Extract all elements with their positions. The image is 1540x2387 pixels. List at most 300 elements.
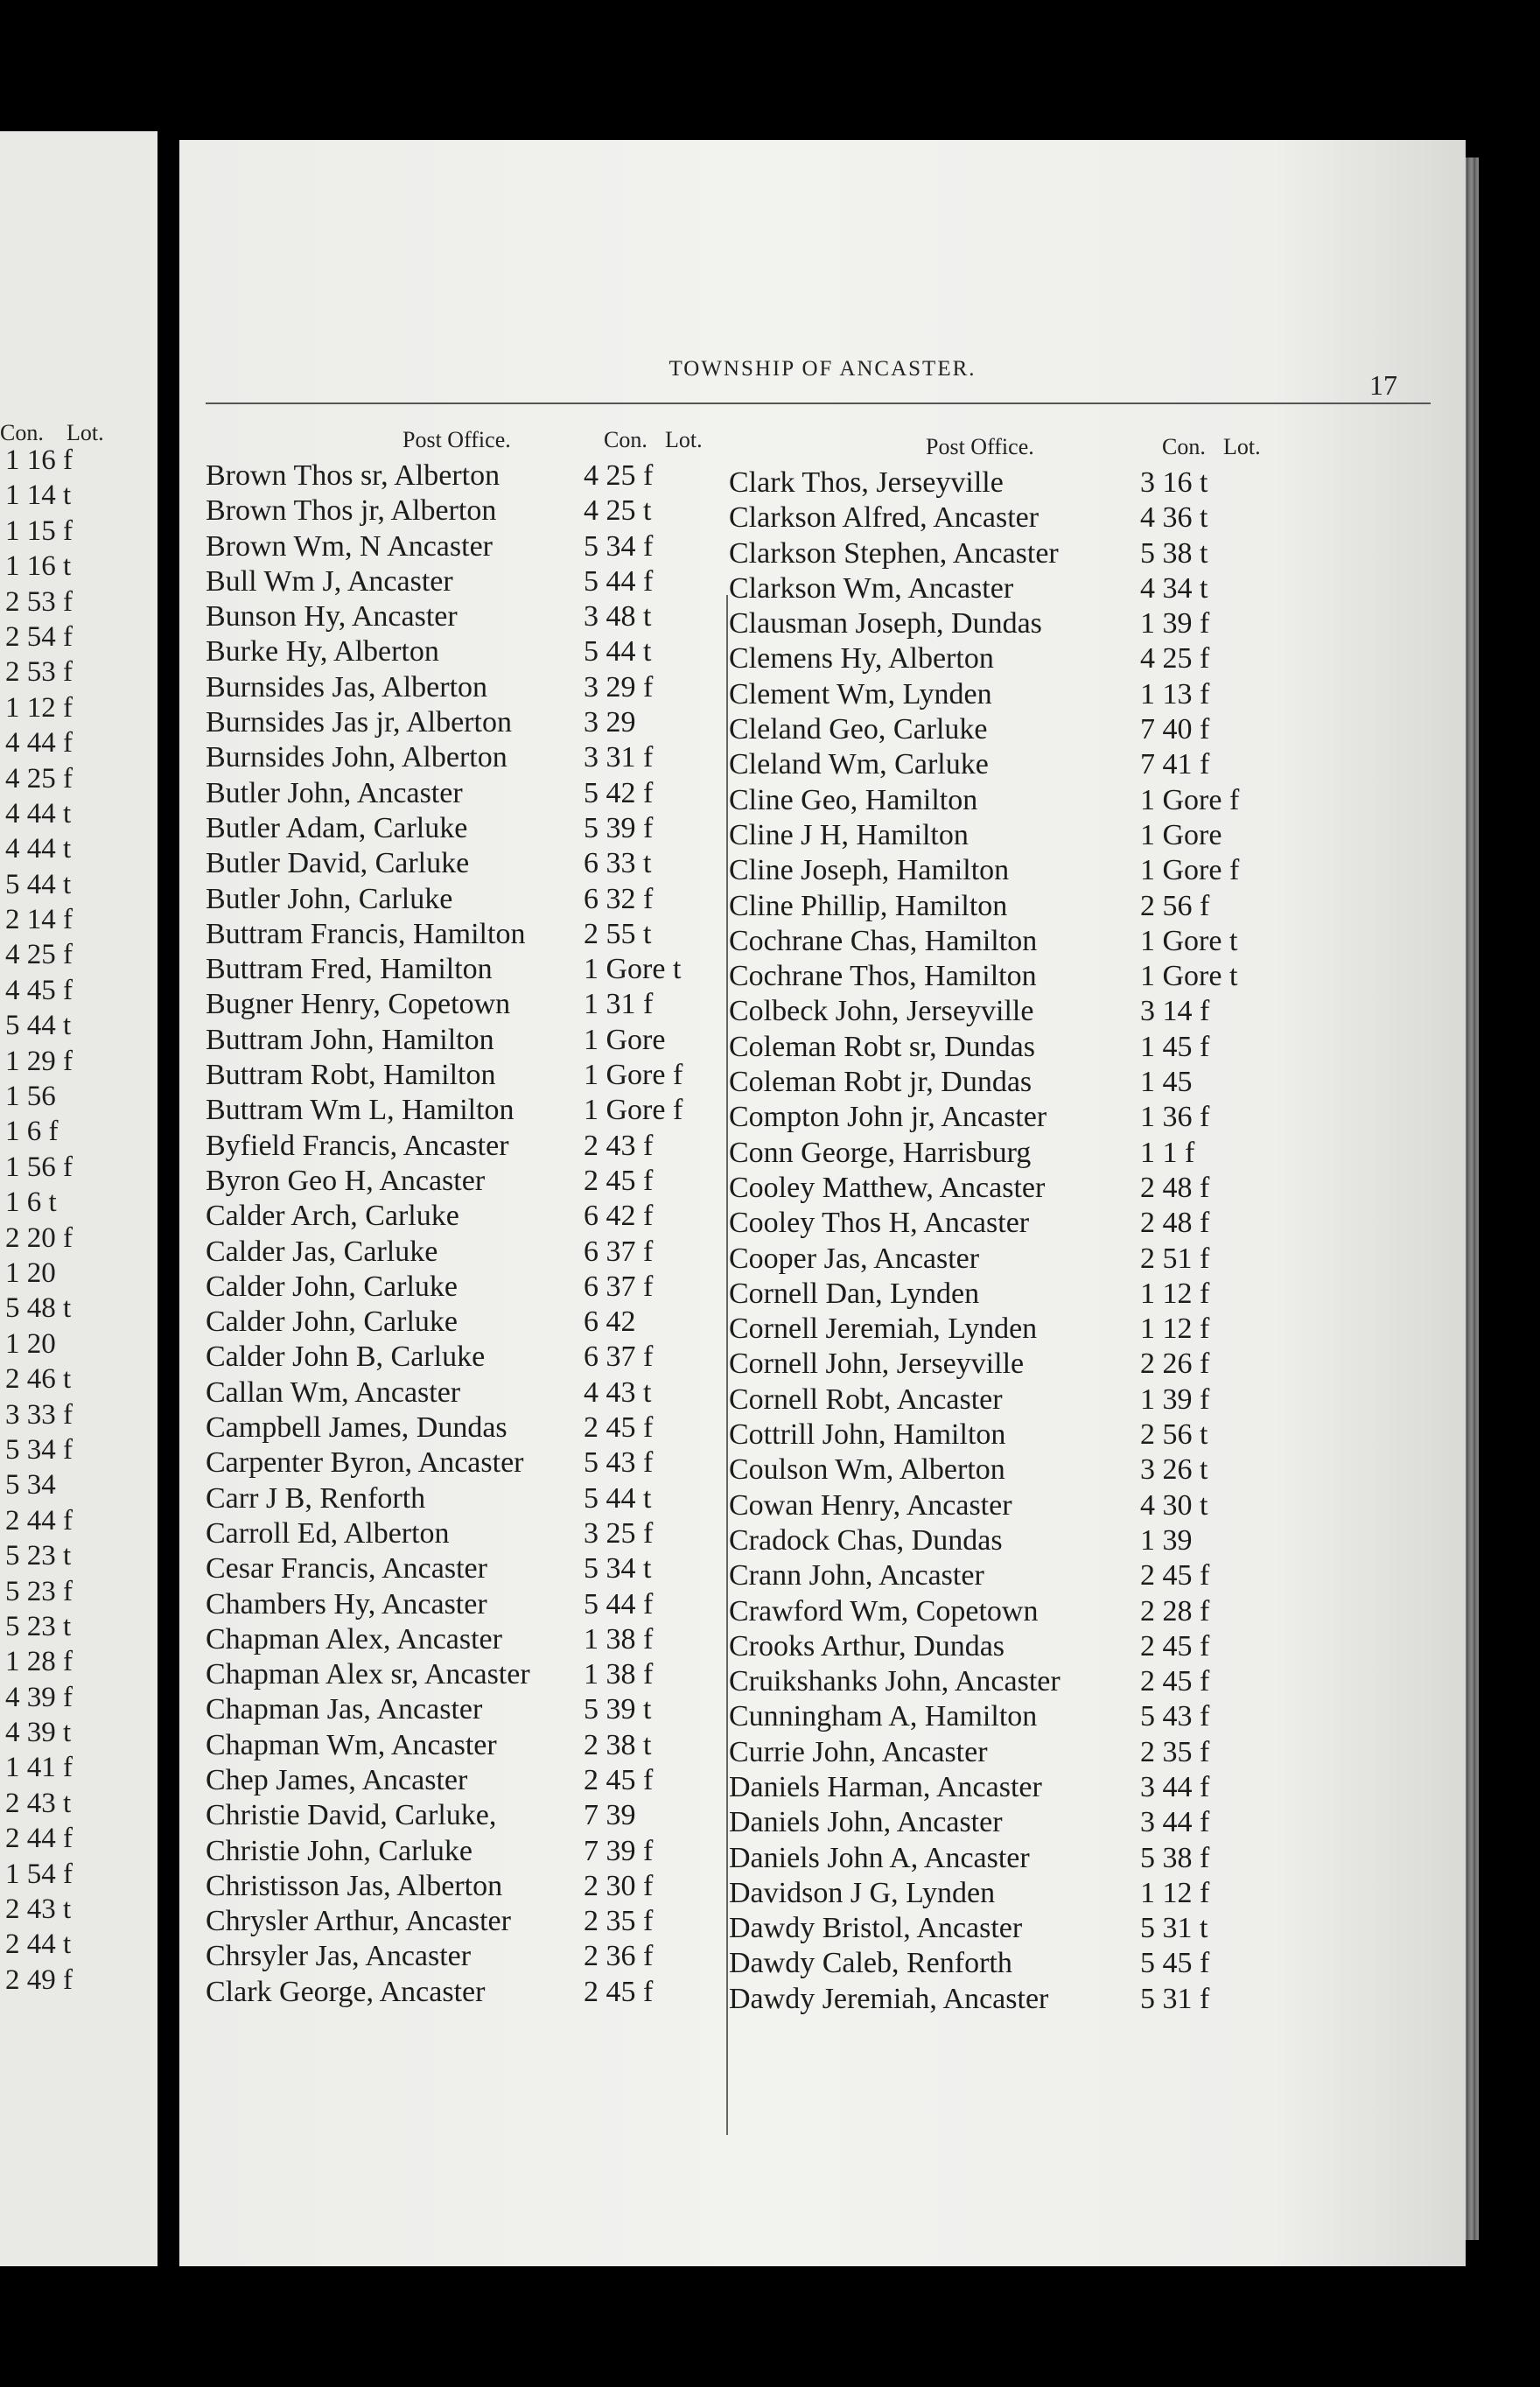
entry-name-post-office: Burnsides John, Alberton	[206, 741, 508, 774]
entry-name-post-office: Cooley Thos H, Ancaster	[729, 1207, 1030, 1240]
entry-name-post-office: Burnsides Jas, Alberton	[206, 670, 488, 704]
directory-entry	[729, 641, 1429, 676]
entry-con-lot: 3 25 f	[584, 1516, 654, 1550]
entry-name-post-office: Colbeck John, Jerseyville	[729, 995, 1034, 1028]
entry-con-lot: 1 39	[1140, 1523, 1193, 1557]
con-label: Con.	[604, 427, 648, 452]
directory-entry	[729, 1770, 1429, 1805]
entry-name-post-office: Dawdy Caleb, Renforth	[729, 1947, 1012, 1980]
entry-con-lot: 1 12 f	[1140, 1876, 1210, 1909]
entry-name-post-office: Cornell John, Jerseyville	[729, 1348, 1025, 1381]
directory-entry	[729, 1488, 1429, 1523]
directory-entry	[206, 1376, 713, 1410]
directory-entry	[206, 1023, 713, 1058]
entry-con-lot: 2 51 f	[1140, 1242, 1210, 1275]
main-page	[179, 140, 1466, 2266]
entry-con-lot: 5 38 t	[1140, 536, 1208, 570]
entry-con-lot: 2 45 f	[1140, 1629, 1210, 1662]
entry-con-lot: 5 31 t	[1140, 1912, 1208, 1945]
entry-name-post-office: Clausman Joseph, Dundas	[729, 607, 1042, 640]
entry-con-lot: 2 48 f	[1140, 1171, 1210, 1204]
post-office-label: Post Office.	[402, 427, 511, 452]
entry-con-lot: 7 40 f	[1140, 713, 1210, 746]
entry-con-lot: 2 45 f	[584, 1975, 654, 2008]
left-page-row: 1 16 f	[5, 444, 73, 476]
directory-entry	[206, 1340, 713, 1375]
entry-con-lot: 5 44 t	[584, 635, 652, 668]
directory-entry	[729, 1277, 1429, 1312]
entry-name-post-office: Callan Wm, Ancaster	[206, 1376, 461, 1409]
entry-name-post-office: Davidson J G, Lynden	[729, 1876, 996, 1909]
directory-entry	[729, 994, 1429, 1029]
entry-name-post-office: Cottrill John, Hamilton	[729, 1418, 1006, 1452]
directory-entry	[206, 599, 713, 634]
directory-entry	[206, 1798, 713, 1833]
entry-con-lot: 1 Gore	[1140, 818, 1222, 851]
left-page-row: 2 54 f	[5, 620, 73, 653]
directory-entry	[206, 1587, 713, 1622]
entry-name-post-office: Coleman Robt jr, Dundas	[729, 1066, 1032, 1099]
entry-con-lot: 2 36 f	[584, 1940, 654, 1973]
entry-name-post-office: Chrsyler Jas, Ancaster	[206, 1940, 472, 1973]
entry-con-lot: 1 Gore f	[1140, 783, 1240, 816]
left-page-row: 2 46 t	[5, 1363, 72, 1396]
left-page-row: 2 44 t	[5, 1928, 72, 1961]
directory-entry	[206, 705, 713, 740]
entry-name-post-office: Crooks Arthur, Dundas	[729, 1629, 1005, 1662]
entry-con-lot: 4 25 f	[584, 459, 654, 492]
directory-entry	[206, 1516, 713, 1551]
entry-con-lot: 1 1 f	[1140, 1136, 1195, 1169]
entry-con-lot: 2 56 f	[1140, 889, 1210, 922]
directory-entry	[206, 740, 713, 775]
entry-con-lot: 1 38 f	[584, 1658, 654, 1691]
directory-entry	[729, 783, 1429, 818]
left-page-row: 3 33 f	[5, 1398, 73, 1431]
entry-con-lot: 2 56 t	[1140, 1418, 1208, 1452]
directory-entry	[729, 1418, 1429, 1452]
entry-name-post-office: Cochrane Chas, Hamilton	[729, 924, 1038, 957]
left-page-rows	[0, 443, 149, 1998]
directory-entry	[729, 677, 1429, 712]
entry-name-post-office: Christie John, Carluke	[206, 1834, 473, 1867]
entry-con-lot: 2 45 f	[584, 1411, 654, 1445]
directory-entry	[206, 1975, 713, 2010]
left-page-row: 1 20	[5, 1256, 56, 1289]
entry-con-lot: 1 Gore t	[1140, 960, 1238, 993]
directory-entry	[729, 818, 1429, 853]
entry-name-post-office: Currie John, Ancaster	[729, 1735, 988, 1768]
header-rule	[206, 402, 1431, 404]
entry-name-post-office: Chrysler Arthur, Ancaster	[206, 1905, 511, 1938]
entry-con-lot: 4 25 f	[1140, 642, 1210, 676]
directory-entry	[729, 1841, 1429, 1876]
directory-entry	[729, 1594, 1429, 1629]
entry-con-lot: 1 39 f	[1140, 1382, 1210, 1416]
directory-entry	[729, 712, 1429, 747]
left-page-row: 1 16 t	[5, 550, 72, 583]
left-page-row: 2 49 f	[5, 1964, 73, 1996]
directory-entry	[206, 1270, 713, 1305]
entry-name-post-office: Chep James, Ancaster	[206, 1763, 468, 1796]
directory-entry	[729, 606, 1429, 641]
entry-con-lot: 2 55 t	[584, 917, 652, 950]
directory-entry	[729, 1312, 1429, 1347]
entry-name-post-office: Chapman Wm, Ancaster	[206, 1728, 497, 1761]
entry-name-post-office: Calder John B, Carluke	[206, 1340, 486, 1374]
entry-name-post-office: Calder Arch, Carluke	[206, 1200, 459, 1233]
entry-name-post-office: Brown Thos sr, Alberton	[206, 459, 500, 492]
entry-name-post-office: Cornell Jeremiah, Lynden	[729, 1312, 1038, 1346]
directory-entry	[206, 1446, 713, 1480]
entry-con-lot: 3 44 f	[1140, 1770, 1210, 1803]
entry-con-lot: 2 38 t	[584, 1728, 652, 1761]
entry-name-post-office: Clement Wm, Lynden	[729, 677, 992, 710]
entry-name-post-office: Cline Joseph, Hamilton	[729, 854, 1010, 887]
entry-con-lot: 6 32 f	[584, 882, 654, 915]
left-page-row: 2 43 t	[5, 1787, 72, 1819]
entry-con-lot: 2 35 f	[1140, 1735, 1210, 1768]
left-page-row: 5 23 t	[5, 1540, 72, 1572]
entry-name-post-office: Dawdy Jeremiah, Ancaster	[729, 1982, 1049, 2015]
entry-name-post-office: Cornell Dan, Lynden	[729, 1277, 980, 1310]
directory-entry	[729, 1347, 1429, 1382]
entry-con-lot: 1 Gore t	[584, 953, 682, 986]
entry-name-post-office: Brown Thos jr, Alberton	[206, 494, 497, 528]
page-number: 17	[1369, 369, 1397, 401]
directory-entry	[729, 536, 1429, 571]
entry-con-lot: 4 34 t	[1140, 571, 1208, 605]
entry-con-lot: 2 35 f	[584, 1905, 654, 1938]
column-2	[729, 434, 1429, 2017]
directory-entry	[206, 1129, 713, 1164]
directory-entry	[206, 1834, 713, 1869]
entry-name-post-office: Cradock Chas, Dundas	[729, 1523, 1003, 1557]
entry-name-post-office: Coleman Robt sr, Dundas	[729, 1030, 1035, 1063]
entry-name-post-office: Buttram Fred, Hamilton	[206, 953, 493, 986]
directory-entry	[206, 1093, 713, 1128]
directory-entry	[206, 776, 713, 811]
entry-name-post-office: Buttram Francis, Hamilton	[206, 917, 526, 950]
entry-name-post-office: Daniels John A, Ancaster	[729, 1841, 1030, 1874]
directory-entry	[206, 670, 713, 705]
entry-name-post-office: Cowan Henry, Ancaster	[729, 1488, 1012, 1522]
entry-name-post-office: Christisson Jas, Alberton	[206, 1869, 503, 1902]
entry-name-post-office: Clemens Hy, Alberton	[729, 642, 994, 676]
entry-name-post-office: Carpenter Byron, Ancaster	[206, 1446, 524, 1480]
entry-con-lot: 1 38 f	[584, 1622, 654, 1656]
directory-entry	[729, 959, 1429, 994]
entry-name-post-office: Bunson Hy, Ancaster	[206, 600, 458, 634]
entry-con-lot: 5 31 f	[1140, 1982, 1210, 2015]
directory-entry	[206, 917, 713, 952]
left-page-row: 5 34	[5, 1469, 56, 1502]
directory-entry	[729, 1452, 1429, 1488]
entry-name-post-office: Buttram Robt, Hamilton	[206, 1059, 496, 1092]
left-page-row: 4 44 f	[5, 727, 73, 760]
entry-con-lot: 1 39 f	[1140, 607, 1210, 640]
directory-entry	[206, 564, 713, 599]
entry-name-post-office: Campbell James, Dundas	[206, 1411, 508, 1445]
entry-con-lot: 2 43 f	[584, 1129, 654, 1162]
entry-name-post-office: Butler Adam, Carluke	[206, 811, 468, 844]
directory-entry	[729, 747, 1429, 782]
left-page-row: 1 15 f	[5, 514, 73, 547]
entry-name-post-office: Cleland Wm, Carluke	[729, 748, 989, 781]
entry-con-lot: 5 38 f	[1140, 1841, 1210, 1874]
entry-con-lot: 5 39 t	[584, 1693, 652, 1726]
entry-con-lot: 2 26 f	[1140, 1348, 1210, 1381]
entry-name-post-office: Chambers Hy, Ancaster	[206, 1587, 487, 1620]
entry-name-post-office: Burnsides Jas jr, Alberton	[206, 706, 512, 739]
left-page-fragment	[0, 131, 158, 2266]
left-page-row: 2 44 f	[5, 1504, 73, 1536]
entry-con-lot: 3 29 f	[584, 670, 654, 704]
entry-con-lot: 4 30 t	[1140, 1488, 1208, 1522]
left-page-row: 1 41 f	[5, 1752, 73, 1784]
entry-con-lot: 1 45	[1140, 1066, 1193, 1099]
entry-con-lot: 6 42	[584, 1306, 636, 1339]
left-page-row: 1 6 f	[5, 1116, 59, 1148]
directory-entry	[206, 1657, 713, 1692]
directory-entry	[206, 1692, 713, 1727]
entry-name-post-office: Calder Jas, Carluke	[206, 1235, 438, 1268]
entry-con-lot: 1 12 f	[1140, 1312, 1210, 1346]
entry-name-post-office: Crawford Wm, Copetown	[729, 1594, 1039, 1628]
entry-name-post-office: Clark Thos, Jerseyville	[729, 466, 1004, 499]
left-page-row: 2 53 f	[5, 656, 73, 689]
entry-name-post-office: Cochrane Thos, Hamilton	[729, 960, 1037, 993]
entry-name-post-office: Chapman Alex sr, Ancaster	[206, 1658, 530, 1691]
entry-con-lot: 2 28 f	[1140, 1594, 1210, 1628]
entry-name-post-office: Compton John jr, Ancaster	[729, 1101, 1047, 1134]
left-page-row: 5 34 f	[5, 1433, 73, 1466]
entry-con-lot: 3 48 t	[584, 600, 652, 634]
directory-entry	[729, 1242, 1429, 1277]
directory-entry	[206, 987, 713, 1022]
left-page-row: 5 44 t	[5, 1010, 72, 1042]
left-page-row: 4 25 f	[5, 762, 73, 794]
entry-name-post-office: Cornell Robt, Ancaster	[729, 1382, 1003, 1416]
directory-entry	[206, 1235, 713, 1270]
entry-con-lot: 5 42 f	[584, 776, 654, 809]
left-page-row: 5 44 t	[5, 868, 72, 900]
entry-con-lot: 3 44 f	[1140, 1806, 1210, 1839]
entry-con-lot: 1 Gore f	[584, 1094, 683, 1127]
column-1	[206, 427, 713, 2010]
left-page-row: 1 29 f	[5, 1045, 73, 1077]
entry-name-post-office: Conn George, Harrisburg	[729, 1136, 1032, 1169]
entry-con-lot: 2 45 f	[584, 1763, 654, 1796]
directory-entry	[729, 1136, 1429, 1171]
entry-name-post-office: Cline J H, Hamilton	[729, 818, 969, 851]
entry-con-lot: 1 13 f	[1140, 677, 1210, 710]
directory-entry	[729, 1805, 1429, 1840]
entry-name-post-office: Chapman Alex, Ancaster	[206, 1622, 502, 1656]
entry-con-lot: 1 36 f	[1140, 1101, 1210, 1134]
entry-con-lot: 6 37 f	[584, 1340, 654, 1374]
entry-con-lot: 2 45 f	[584, 1164, 654, 1197]
directory-entry	[206, 1164, 713, 1199]
entry-name-post-office: Cruikshanks John, Ancaster	[729, 1665, 1060, 1698]
entry-con-lot: 6 33 t	[584, 847, 652, 880]
directory-entry	[206, 1199, 713, 1234]
entry-name-post-office: Cooper Jas, Ancaster	[729, 1242, 980, 1275]
left-con-label: Con.	[0, 420, 44, 445]
directory-entry	[206, 1481, 713, 1516]
directory-entry	[729, 1382, 1429, 1418]
left-page-row: 4 45 f	[5, 974, 73, 1006]
entry-con-lot: 2 45 f	[1140, 1559, 1210, 1592]
entry-name-post-office: Carroll Ed, Alberton	[206, 1516, 450, 1550]
left-page-row: 4 44 t	[5, 833, 72, 865]
entry-con-lot: 1 Gore f	[584, 1059, 683, 1092]
entry-con-lot: 1 31 f	[584, 988, 654, 1021]
entry-con-lot: 5 34 f	[584, 529, 654, 563]
directory-entry	[729, 500, 1429, 536]
directory-entry	[206, 952, 713, 987]
entry-name-post-office: Butler John, Ancaster	[206, 776, 463, 809]
directory-entry	[206, 1551, 713, 1586]
entry-name-post-office: Butler David, Carluke	[206, 847, 470, 880]
entry-con-lot: 7 39 f	[584, 1834, 654, 1867]
left-page-row: 2 20 f	[5, 1222, 73, 1254]
directory-entry	[206, 846, 713, 881]
entry-con-lot: 4 36 t	[1140, 501, 1208, 535]
left-page-row: 2 44 f	[5, 1823, 73, 1855]
left-lot-label: Lot.	[66, 420, 104, 445]
entry-con-lot: 3 31 f	[584, 741, 654, 774]
column-divider	[726, 595, 728, 2135]
column-1-header	[206, 427, 713, 458]
directory-entry	[206, 882, 713, 917]
directory-entry	[729, 1735, 1429, 1770]
directory-entry	[206, 529, 713, 564]
entry-name-post-office: Crann John, Ancaster	[729, 1559, 984, 1592]
left-page-row: 4 44 t	[5, 797, 72, 830]
directory-entry	[206, 1763, 713, 1798]
entry-name-post-office: Cesar Francis, Ancaster	[206, 1552, 487, 1586]
entry-name-post-office: Coulson Wm, Alberton	[729, 1453, 1005, 1487]
directory-entry	[206, 1058, 713, 1093]
entry-name-post-office: Calder John, Carluke	[206, 1270, 458, 1303]
entry-name-post-office: Clarkson Alfred, Ancaster	[729, 501, 1040, 535]
entry-name-post-office: Clarkson Wm, Ancaster	[729, 571, 1014, 605]
left-page-row: 5 23 f	[5, 1575, 73, 1607]
con-label: Con.	[1162, 434, 1206, 459]
entry-name-post-office: Carr J B, Renforth	[206, 1481, 426, 1515]
directory-entry	[729, 1982, 1429, 2017]
column-2-header	[729, 434, 1429, 466]
entry-con-lot: 1 Gore t	[1140, 924, 1238, 957]
left-page-row: 1 6 t	[5, 1186, 57, 1219]
entry-name-post-office: Bugner Henry, Copetown	[206, 988, 511, 1021]
directory-entry	[729, 924, 1429, 959]
entry-con-lot: 3 26 t	[1140, 1453, 1208, 1487]
entry-con-lot: 1 12 f	[1140, 1277, 1210, 1310]
entry-name-post-office: Dawdy Bristol, Ancaster	[729, 1912, 1023, 1945]
directory-entry	[206, 458, 713, 494]
directory-entry	[729, 466, 1429, 500]
directory-entry	[729, 1171, 1429, 1206]
entry-name-post-office: Cline Phillip, Hamilton	[729, 889, 1008, 922]
entry-name-post-office: Burke Hy, Alberton	[206, 635, 439, 668]
directory-entry	[729, 1876, 1429, 1911]
entry-con-lot: 4 43 t	[584, 1376, 652, 1409]
entry-con-lot: 1 Gore f	[1140, 854, 1240, 887]
entry-con-lot: 5 43 f	[584, 1446, 654, 1480]
left-page-row: 4 39 f	[5, 1681, 73, 1713]
left-page-row: 2 43 t	[5, 1894, 72, 1926]
entry-con-lot: 7 39	[584, 1799, 636, 1832]
entry-name-post-office: Buttram Wm L, Hamilton	[206, 1094, 514, 1127]
entry-con-lot: 5 44 t	[584, 1481, 652, 1515]
entry-con-lot: 5 43 f	[1140, 1700, 1210, 1733]
entry-name-post-office: Cunningham A, Hamilton	[729, 1700, 1038, 1733]
left-page-row: 1 14 t	[5, 480, 72, 512]
directory-entry	[729, 1946, 1429, 1981]
left-page-row: 1 12 f	[5, 691, 73, 724]
entry-con-lot: 5 45 f	[1140, 1947, 1210, 1980]
entry-name-post-office: Cleland Geo, Carluke	[729, 713, 988, 746]
entry-con-lot: 5 34 t	[584, 1552, 652, 1586]
left-page-row: 1 20	[5, 1327, 56, 1360]
directory-entry	[206, 1939, 713, 1974]
left-page-row: 5 48 t	[5, 1292, 72, 1325]
entry-con-lot: 1 Gore	[584, 1023, 666, 1056]
directory-entry	[729, 1523, 1429, 1558]
directory-entry	[729, 1065, 1429, 1100]
left-page-row: 1 54 f	[5, 1858, 73, 1890]
directory-entry	[206, 811, 713, 846]
entry-con-lot: 5 44 f	[584, 1587, 654, 1620]
entry-con-lot: 3 29	[584, 706, 636, 739]
directory-entry	[729, 1558, 1429, 1593]
entry-name-post-office: Brown Wm, N Ancaster	[206, 529, 493, 563]
directory-entry	[729, 889, 1429, 924]
left-page-row: 2 14 f	[5, 904, 73, 936]
entry-con-lot: 3 14 f	[1140, 995, 1210, 1028]
directory-entry	[729, 853, 1429, 888]
directory-entry	[729, 1206, 1429, 1241]
left-page-row: 2 53 f	[5, 585, 73, 618]
directory-entry	[729, 571, 1429, 606]
entry-name-post-office: Cooley Matthew, Ancaster	[729, 1171, 1046, 1204]
directory-entry	[206, 1305, 713, 1340]
column-1-rows	[206, 458, 713, 2010]
left-page-row: 1 56 f	[5, 1151, 73, 1183]
entry-name-post-office: Christie David, Carluke,	[206, 1799, 497, 1832]
entry-con-lot: 7 41 f	[1140, 748, 1210, 781]
directory-entry	[729, 1030, 1429, 1065]
entry-con-lot: 2 48 f	[1140, 1207, 1210, 1240]
directory-entry	[206, 1904, 713, 1939]
directory-entry	[206, 1728, 713, 1763]
directory-entry	[206, 634, 713, 669]
page-header: TOWNSHIP OF ANCASTER.	[668, 357, 976, 381]
directory-entry	[729, 1664, 1429, 1699]
entry-name-post-office: Cline Geo, Hamilton	[729, 783, 978, 816]
left-page-row: 4 39 t	[5, 1717, 72, 1749]
directory-entry	[729, 1629, 1429, 1664]
entry-con-lot: 4 25 t	[584, 494, 652, 528]
column-2-rows	[729, 466, 1429, 2017]
directory-entry	[729, 1699, 1429, 1734]
left-page-row: 1 28 f	[5, 1646, 73, 1678]
left-page-row: 1 56	[5, 1081, 56, 1113]
entry-name-post-office: Buttram John, Hamilton	[206, 1023, 494, 1056]
entry-con-lot: 6 42 f	[584, 1200, 654, 1233]
